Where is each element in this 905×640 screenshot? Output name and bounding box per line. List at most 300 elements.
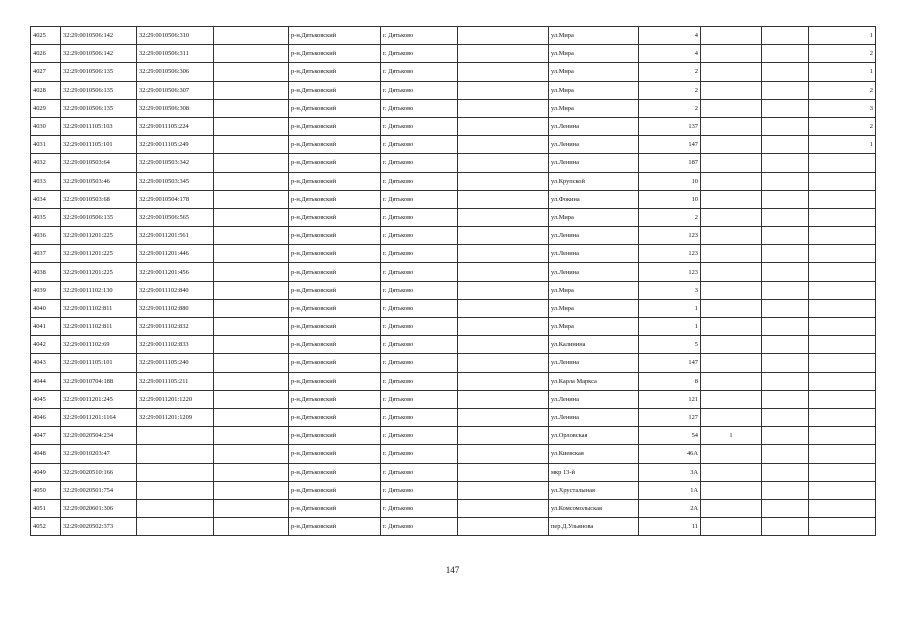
room-cadastral-number-cell — [137, 427, 214, 445]
blank-col-3-cell — [762, 81, 809, 99]
table-row — [31, 136, 876, 154]
row-number-cell: 4048 — [31, 445, 61, 463]
room-cadastral-number-cell — [137, 518, 214, 536]
table-row — [31, 99, 876, 117]
street-cell: ул.Мира — [549, 281, 639, 299]
extra-col-cell: 1 — [701, 427, 762, 445]
street-cell: ул.Мира — [549, 318, 639, 336]
blank-col-cell — [214, 172, 289, 190]
apartment-number-cell — [809, 208, 876, 226]
room-cadastral-number-cell — [137, 463, 214, 481]
blank-col-3-cell — [762, 227, 809, 245]
city-cell: г. Дятьково — [381, 408, 458, 426]
row-number-cell: 4040 — [31, 299, 61, 317]
apartment-number-cell: 2 — [809, 45, 876, 63]
blank-col-2-cell — [458, 299, 549, 317]
city-cell: г. Дятьково — [381, 336, 458, 354]
blank-col-cell — [214, 27, 289, 45]
street-cell: ул.Фокина — [549, 190, 639, 208]
extra-col-cell — [701, 63, 762, 81]
extra-col-cell — [701, 372, 762, 390]
blank-col-cell — [214, 154, 289, 172]
blank-col-cell — [214, 299, 289, 317]
district-cell: р-н.Дятьковский — [289, 445, 381, 463]
house-number-cell: 2 — [639, 63, 701, 81]
house-number-cell: 187 — [639, 154, 701, 172]
extra-col-cell — [701, 336, 762, 354]
city-cell: г. Дятьково — [381, 463, 458, 481]
table-row — [31, 336, 876, 354]
table-row — [31, 117, 876, 135]
district-cell: р-н.Дятьковский — [289, 372, 381, 390]
house-number-cell: 10 — [639, 172, 701, 190]
blank-col-cell — [214, 390, 289, 408]
apartment-number-cell — [809, 518, 876, 536]
extra-col-cell — [701, 208, 762, 226]
row-number-cell: 4028 — [31, 81, 61, 99]
district-cell: р-н.Дятьковский — [289, 190, 381, 208]
blank-col-cell — [214, 499, 289, 517]
cadastral-number-cell: 32:29:0010506:135 — [61, 81, 137, 99]
cadastral-number-cell: 32:29:0011201:225 — [61, 227, 137, 245]
house-number-cell: 46А — [639, 445, 701, 463]
district-cell: р-н.Дятьковский — [289, 463, 381, 481]
room-cadastral-number-cell: 32:29:0011201:561 — [137, 227, 214, 245]
apartment-number-cell — [809, 408, 876, 426]
table-row — [31, 390, 876, 408]
blank-col-cell — [214, 336, 289, 354]
cadastral-number-cell: 32:29:0010506:142 — [61, 27, 137, 45]
blank-col-2-cell — [458, 518, 549, 536]
row-number-cell: 4027 — [31, 63, 61, 81]
house-number-cell: 2 — [639, 99, 701, 117]
blank-col-cell — [214, 372, 289, 390]
blank-col-2-cell — [458, 263, 549, 281]
house-number-cell: 2А — [639, 499, 701, 517]
apartment-number-cell — [809, 481, 876, 499]
cadastral-number-cell: 32:29:0020501:754 — [61, 481, 137, 499]
street-cell: ул.Карла Маркса — [549, 372, 639, 390]
street-cell: ул.Киевская — [549, 445, 639, 463]
house-number-cell: 4 — [639, 27, 701, 45]
blank-col-3-cell — [762, 172, 809, 190]
district-cell: р-н.Дятьковский — [289, 245, 381, 263]
street-cell: ул.Мира — [549, 27, 639, 45]
street-cell: ул.Ленина — [549, 390, 639, 408]
district-cell: р-н.Дятьковский — [289, 318, 381, 336]
district-cell: р-н.Дятьковский — [289, 427, 381, 445]
blank-col-3-cell — [762, 27, 809, 45]
city-cell: г. Дятьково — [381, 445, 458, 463]
extra-col-cell — [701, 99, 762, 117]
district-cell: р-н.Дятьковский — [289, 63, 381, 81]
blank-col-3-cell — [762, 427, 809, 445]
cadastral-number-cell: 32:29:0011201:1164 — [61, 408, 137, 426]
city-cell: г. Дятьково — [381, 427, 458, 445]
cadastral-number-cell: 32:29:0010506:142 — [61, 45, 137, 63]
blank-col-2-cell — [458, 63, 549, 81]
room-cadastral-number-cell: 32:29:0011201:456 — [137, 263, 214, 281]
house-number-cell: 127 — [639, 408, 701, 426]
district-cell: р-н.Дятьковский — [289, 263, 381, 281]
row-number-cell: 4037 — [31, 245, 61, 263]
table-body — [31, 27, 876, 536]
street-cell: ул.Мира — [549, 208, 639, 226]
blank-col-3-cell — [762, 263, 809, 281]
blank-col-3-cell — [762, 499, 809, 517]
blank-col-2-cell — [458, 190, 549, 208]
cadastral-number-cell: 32:29:0010503:64 — [61, 154, 137, 172]
blank-col-2-cell — [458, 390, 549, 408]
blank-col-2-cell — [458, 336, 549, 354]
room-cadastral-number-cell — [137, 481, 214, 499]
city-cell: г. Дятьково — [381, 27, 458, 45]
extra-col-cell — [701, 227, 762, 245]
room-cadastral-number-cell: 32:29:0011105:249 — [137, 136, 214, 154]
table-row — [31, 245, 876, 263]
city-cell: г. Дятьково — [381, 208, 458, 226]
apartment-number-cell — [809, 372, 876, 390]
blank-col-2-cell — [458, 154, 549, 172]
room-cadastral-number-cell: 32:29:0011102:880 — [137, 299, 214, 317]
table-row — [31, 318, 876, 336]
city-cell: г. Дятьково — [381, 45, 458, 63]
blank-col-2-cell — [458, 99, 549, 117]
street-cell: ул.Ленина — [549, 263, 639, 281]
row-number-cell: 4025 — [31, 27, 61, 45]
blank-col-3-cell — [762, 390, 809, 408]
cadastral-number-cell: 32:29:0011102:811 — [61, 299, 137, 317]
apartment-number-cell — [809, 463, 876, 481]
extra-col-cell — [701, 154, 762, 172]
house-number-cell: 11 — [639, 518, 701, 536]
house-number-cell: 8 — [639, 372, 701, 390]
cadastral-number-cell: 32:29:0011105:103 — [61, 117, 137, 135]
extra-col-cell — [701, 299, 762, 317]
house-number-cell: 137 — [639, 117, 701, 135]
row-number-cell: 4039 — [31, 281, 61, 299]
room-cadastral-number-cell: 32:29:0010506:311 — [137, 45, 214, 63]
row-number-cell: 4036 — [31, 227, 61, 245]
cadastral-number-cell: 32:29:0011201:225 — [61, 263, 137, 281]
apartment-number-cell — [809, 354, 876, 372]
house-number-cell: 147 — [639, 136, 701, 154]
house-number-cell: 2 — [639, 208, 701, 226]
row-number-cell: 4044 — [31, 372, 61, 390]
street-cell: ул.Мира — [549, 299, 639, 317]
city-cell: г. Дятьково — [381, 190, 458, 208]
city-cell: г. Дятьково — [381, 354, 458, 372]
house-number-cell: 123 — [639, 263, 701, 281]
apartment-number-cell — [809, 427, 876, 445]
room-cadastral-number-cell: 32:29:0011105:211 — [137, 372, 214, 390]
extra-col-cell — [701, 117, 762, 135]
room-cadastral-number-cell: 32:29:0010506:310 — [137, 27, 214, 45]
row-number-cell: 4026 — [31, 45, 61, 63]
blank-col-2-cell — [458, 245, 549, 263]
blank-col-cell — [214, 481, 289, 499]
street-cell: ул.Хрусталыная — [549, 481, 639, 499]
city-cell: г. Дятьково — [381, 481, 458, 499]
blank-col-2-cell — [458, 172, 549, 190]
table-row — [31, 499, 876, 517]
room-cadastral-number-cell: 32:29:0011102:833 — [137, 336, 214, 354]
street-cell: ул.Ленина — [549, 136, 639, 154]
cadastral-number-cell: 32:29:0011201:245 — [61, 390, 137, 408]
apartment-number-cell: 2 — [809, 81, 876, 99]
cadastral-number-cell: 32:29:0020502:373 — [61, 518, 137, 536]
apartment-number-cell — [809, 336, 876, 354]
blank-col-cell — [214, 245, 289, 263]
cadastral-number-cell: 32:29:0020504:234 — [61, 427, 137, 445]
extra-col-cell — [701, 481, 762, 499]
table-row — [31, 45, 876, 63]
city-cell: г. Дятьково — [381, 172, 458, 190]
city-cell: г. Дятьково — [381, 318, 458, 336]
blank-col-cell — [214, 463, 289, 481]
apartment-number-cell — [809, 281, 876, 299]
blank-col-3-cell — [762, 299, 809, 317]
row-number-cell: 4034 — [31, 190, 61, 208]
district-cell: р-н.Дятьковский — [289, 117, 381, 135]
city-cell: г. Дятьково — [381, 117, 458, 135]
house-number-cell: 147 — [639, 354, 701, 372]
district-cell: р-н.Дятьковский — [289, 408, 381, 426]
district-cell: р-н.Дятьковский — [289, 481, 381, 499]
table-row — [31, 81, 876, 99]
city-cell: г. Дятьково — [381, 499, 458, 517]
apartment-number-cell: 1 — [809, 27, 876, 45]
room-cadastral-number-cell: 32:29:0010506:307 — [137, 81, 214, 99]
street-cell: ул.Ленина — [549, 245, 639, 263]
district-cell: р-н.Дятьковский — [289, 208, 381, 226]
blank-col-3-cell — [762, 518, 809, 536]
extra-col-cell — [701, 81, 762, 99]
district-cell: р-н.Дятьковский — [289, 172, 381, 190]
table-row — [31, 408, 876, 426]
district-cell: р-н.Дятьковский — [289, 354, 381, 372]
room-cadastral-number-cell: 32:29:0011105:224 — [137, 117, 214, 135]
house-number-cell: 123 — [639, 245, 701, 263]
blank-col-3-cell — [762, 63, 809, 81]
extra-col-cell — [701, 245, 762, 263]
street-cell: ул.Калинина — [549, 336, 639, 354]
district-cell: р-н.Дятьковский — [289, 27, 381, 45]
house-number-cell: 3 — [639, 281, 701, 299]
row-number-cell: 4033 — [31, 172, 61, 190]
apartment-number-cell — [809, 190, 876, 208]
street-cell: ул.Мира — [549, 81, 639, 99]
extra-col-cell — [701, 499, 762, 517]
table-row — [31, 263, 876, 281]
house-number-cell: 1 — [639, 299, 701, 317]
extra-col-cell — [701, 518, 762, 536]
extra-col-cell — [701, 281, 762, 299]
table-row — [31, 190, 876, 208]
city-cell: г. Дятьково — [381, 245, 458, 263]
apartment-number-cell — [809, 245, 876, 263]
extra-col-cell — [701, 190, 762, 208]
blank-col-cell — [214, 81, 289, 99]
blank-col-2-cell — [458, 117, 549, 135]
extra-col-cell — [701, 408, 762, 426]
blank-col-3-cell — [762, 154, 809, 172]
row-number-cell: 4032 — [31, 154, 61, 172]
room-cadastral-number-cell: 32:29:0010506:565 — [137, 208, 214, 226]
blank-col-2-cell — [458, 281, 549, 299]
blank-col-2-cell — [458, 136, 549, 154]
blank-col-3-cell — [762, 245, 809, 263]
blank-col-3-cell — [762, 372, 809, 390]
row-number-cell: 4030 — [31, 117, 61, 135]
street-cell: ул.Орловская — [549, 427, 639, 445]
extra-col-cell — [701, 263, 762, 281]
district-cell: р-н.Дятьковский — [289, 227, 381, 245]
street-cell: ул.Ленина — [549, 117, 639, 135]
blank-col-3-cell — [762, 336, 809, 354]
blank-col-3-cell — [762, 408, 809, 426]
blank-col-2-cell — [458, 372, 549, 390]
blank-col-cell — [214, 518, 289, 536]
blank-col-2-cell — [458, 27, 549, 45]
district-cell: р-н.Дятьковский — [289, 336, 381, 354]
row-number-cell: 4051 — [31, 499, 61, 517]
cadastral-number-cell: 32:29:0020510:166 — [61, 463, 137, 481]
blank-col-2-cell — [458, 354, 549, 372]
district-cell: р-н.Дятьковский — [289, 136, 381, 154]
blank-col-3-cell — [762, 208, 809, 226]
street-cell: ул.Мира — [549, 99, 639, 117]
row-number-cell: 4049 — [31, 463, 61, 481]
blank-col-cell — [214, 45, 289, 63]
row-number-cell: 4031 — [31, 136, 61, 154]
table-row — [31, 481, 876, 499]
table-row — [31, 208, 876, 226]
blank-col-2-cell — [458, 427, 549, 445]
row-number-cell: 4038 — [31, 263, 61, 281]
house-number-cell: 2 — [639, 81, 701, 99]
cadastral-number-cell: 32:29:0010503:46 — [61, 172, 137, 190]
street-cell: ул.Ленина — [549, 408, 639, 426]
apartment-number-cell — [809, 445, 876, 463]
cadastral-number-cell: 32:29:0010704:188 — [61, 372, 137, 390]
cadastral-number-cell: 32:29:0011201:225 — [61, 245, 137, 263]
street-cell: ул.Комсомолыская — [549, 499, 639, 517]
registry-table — [30, 26, 876, 536]
apartment-number-cell — [809, 318, 876, 336]
row-number-cell: 4035 — [31, 208, 61, 226]
table-row — [31, 281, 876, 299]
apartment-number-cell: 1 — [809, 63, 876, 81]
table-row — [31, 227, 876, 245]
cadastral-number-cell: 32:29:0010503:68 — [61, 190, 137, 208]
district-cell: р-н.Дятьковский — [289, 81, 381, 99]
blank-col-cell — [214, 99, 289, 117]
blank-col-cell — [214, 408, 289, 426]
cadastral-number-cell: 32:29:0010203:47 — [61, 445, 137, 463]
extra-col-cell — [701, 390, 762, 408]
row-number-cell: 4047 — [31, 427, 61, 445]
room-cadastral-number-cell: 32:29:0011201:1209 — [137, 408, 214, 426]
blank-col-2-cell — [458, 227, 549, 245]
blank-col-3-cell — [762, 136, 809, 154]
street-cell: ул.Ленина — [549, 354, 639, 372]
blank-col-cell — [214, 136, 289, 154]
blank-col-2-cell — [458, 208, 549, 226]
blank-col-3-cell — [762, 463, 809, 481]
city-cell: г. Дятьково — [381, 390, 458, 408]
street-cell: ул.Мира — [549, 63, 639, 81]
apartment-number-cell — [809, 172, 876, 190]
row-number-cell: 4042 — [31, 336, 61, 354]
room-cadastral-number-cell: 32:29:0010503:345 — [137, 172, 214, 190]
blank-col-2-cell — [458, 408, 549, 426]
blank-col-cell — [214, 227, 289, 245]
blank-col-cell — [214, 445, 289, 463]
table-row — [31, 154, 876, 172]
extra-col-cell — [701, 463, 762, 481]
room-cadastral-number-cell — [137, 499, 214, 517]
room-cadastral-number-cell: 32:29:0011102:840 — [137, 281, 214, 299]
blank-col-2-cell — [458, 463, 549, 481]
apartment-number-cell — [809, 154, 876, 172]
district-cell: р-н.Дятьковский — [289, 154, 381, 172]
blank-col-cell — [214, 63, 289, 81]
city-cell: г. Дятьково — [381, 281, 458, 299]
extra-col-cell — [701, 45, 762, 63]
city-cell: г. Дятьково — [381, 81, 458, 99]
city-cell: г. Дятьково — [381, 154, 458, 172]
blank-col-3-cell — [762, 117, 809, 135]
city-cell: г. Дятьково — [381, 372, 458, 390]
cadastral-number-cell: 32:29:0011102:130 — [61, 281, 137, 299]
room-cadastral-number-cell: 32:29:0011102:832 — [137, 318, 214, 336]
cadastral-number-cell: 32:29:0011105:101 — [61, 354, 137, 372]
city-cell: г. Дятьково — [381, 63, 458, 81]
street-cell: ул.Мира — [549, 45, 639, 63]
apartment-number-cell — [809, 499, 876, 517]
district-cell: р-н.Дятьковский — [289, 390, 381, 408]
apartment-number-cell: 1 — [809, 136, 876, 154]
extra-col-cell — [701, 318, 762, 336]
blank-col-cell — [214, 117, 289, 135]
blank-col-2-cell — [458, 318, 549, 336]
row-number-cell: 4052 — [31, 518, 61, 536]
room-cadastral-number-cell: 32:29:0011201:1220 — [137, 390, 214, 408]
city-cell: г. Дятьково — [381, 136, 458, 154]
room-cadastral-number-cell: 32:29:0011105:240 — [137, 354, 214, 372]
street-cell: мкр 13-й — [549, 463, 639, 481]
room-cadastral-number-cell: 32:29:0010504:178 — [137, 190, 214, 208]
street-cell: ул.Крупской — [549, 172, 639, 190]
table-row — [31, 27, 876, 45]
row-number-cell: 4046 — [31, 408, 61, 426]
street-cell: ул.Ленина — [549, 154, 639, 172]
blank-col-3-cell — [762, 99, 809, 117]
blank-col-cell — [214, 190, 289, 208]
table-row — [31, 445, 876, 463]
blank-col-3-cell — [762, 281, 809, 299]
table-row — [31, 518, 876, 536]
blank-col-2-cell — [458, 81, 549, 99]
house-number-cell: 5 — [639, 336, 701, 354]
row-number-cell: 4050 — [31, 481, 61, 499]
cadastral-number-cell: 32:29:0011105:101 — [61, 136, 137, 154]
apartment-number-cell: 3 — [809, 99, 876, 117]
city-cell: г. Дятьково — [381, 299, 458, 317]
blank-col-2-cell — [458, 445, 549, 463]
blank-col-3-cell — [762, 45, 809, 63]
